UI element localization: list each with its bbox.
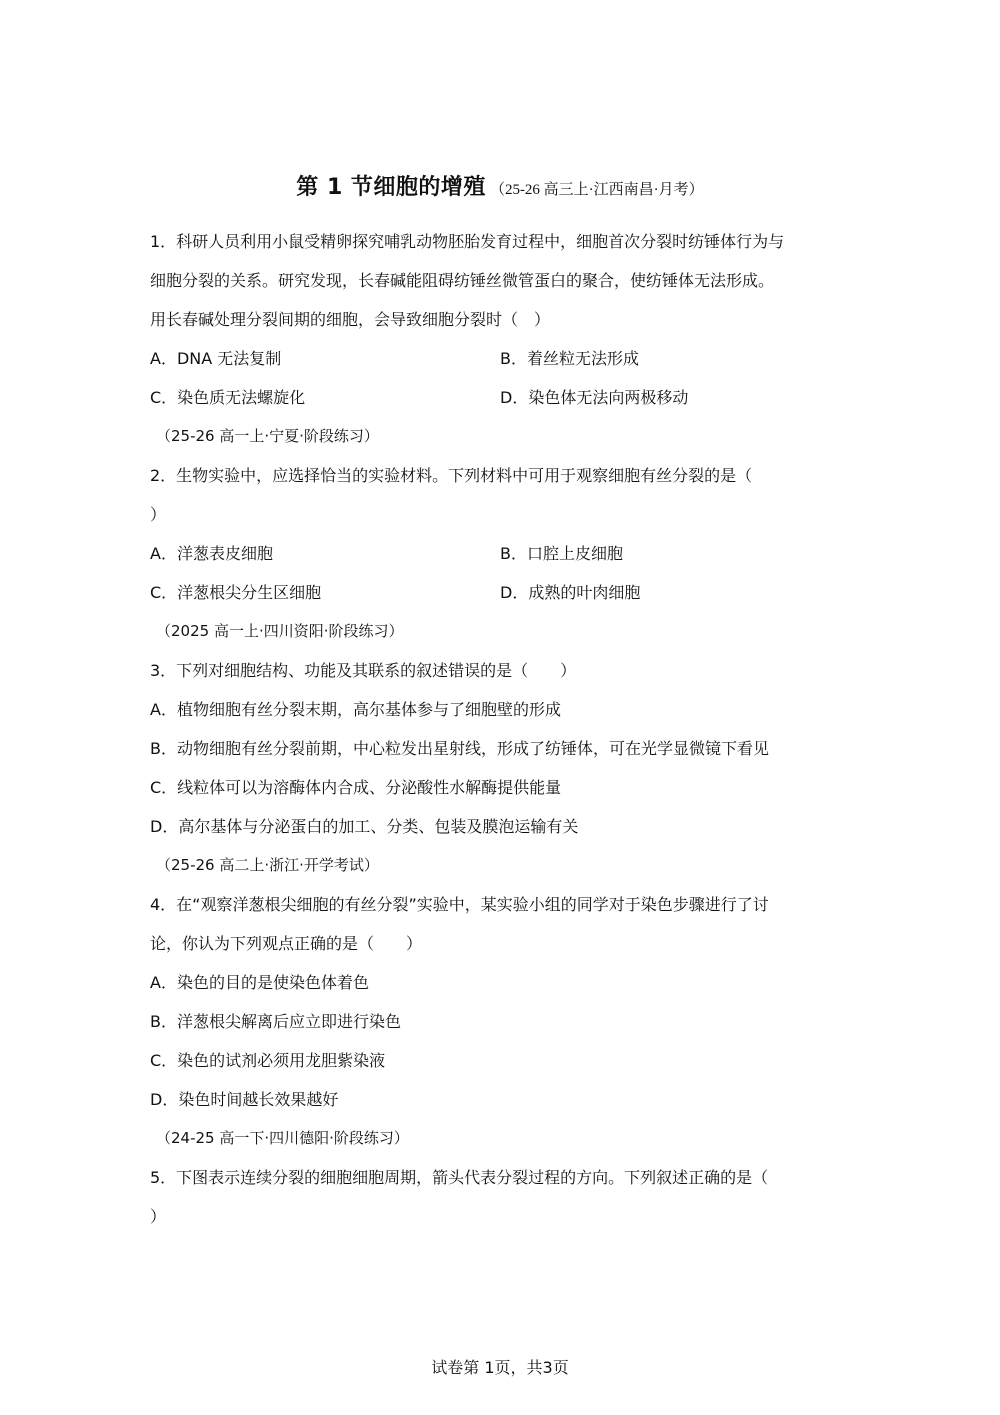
option-row [150, 378, 855, 417]
option-a: A．DNA 无法复制 [150, 349, 282, 368]
option-row [150, 339, 855, 378]
question-2 [150, 456, 855, 651]
question-stem-line: ） [150, 505, 167, 524]
option-d: D．高尔基体与分泌蛋白的加工、分类、包装及膜泡运输有关 [150, 817, 579, 836]
section-title: 第 1 节细胞的增殖 [296, 175, 486, 200]
page-title [0, 170, 1000, 201]
question-source: （25-26 高二上·浙江·开学考试） [156, 856, 379, 874]
option-d: D．染色时间越长效果越好 [150, 1090, 339, 1109]
question-stem-line: 用长春碱处理分裂间期的细胞，会导致细胞分裂时（ ） [150, 310, 551, 329]
question-3 [150, 651, 855, 885]
option-c: C．染色的试剂必须用龙胆紫染液 [150, 1051, 386, 1070]
title-source: （25-26 高三上·江西南昌·月考） [489, 182, 704, 198]
option-c: C．线粒体可以为溶酶体内合成、分泌酸性水解酶提供能量 [150, 778, 562, 797]
page-footer: 试卷第 1页，共3页 [431, 1358, 569, 1377]
option-b: B．动物细胞有丝分裂前期，中心粒发出星射线，形成了纺锤体，可在光学显微镜下看见 [150, 739, 769, 758]
option-b: B．着丝粒无法形成 [500, 349, 639, 368]
option-a: A．植物细胞有丝分裂末期，高尔基体参与了细胞壁的形成 [150, 700, 561, 719]
option-row [150, 534, 855, 573]
option-d: D．成熟的叶肉细胞 [500, 583, 641, 602]
question-stem-line: 论，你认为下列观点正确的是（ ） [150, 934, 423, 953]
option-row [150, 573, 855, 612]
question-stem-line: 3．下列对细胞结构、功能及其联系的叙述错误的是（ ） [150, 661, 577, 680]
question-stem-line: 1．科研人员利用小鼠受精卵探究哺乳动物胚胎发育过程中，细胞首次分裂时纺锤体行为与 [150, 232, 785, 251]
question-source: （2025 高一上·四川资阳·阶段练习） [156, 622, 404, 640]
option-b: B．口腔上皮细胞 [500, 544, 623, 563]
question-source: （25-26 高一上·宁夏·阶段练习） [156, 427, 379, 445]
question-5 [150, 1158, 855, 1236]
question-stem-line: 4．在“观察洋葱根尖细胞的有丝分裂”实验中，某实验小组的同学对于染色步骤进行了讨 [150, 895, 769, 914]
question-stem-line: ） [150, 1207, 167, 1226]
option-a: A．染色的目的是使染色体着色 [150, 973, 369, 992]
question-stem-line: 5．下图表示连续分裂的细胞细胞周期，箭头代表分裂过程的方向。下列叙述正确的是（ [150, 1168, 769, 1187]
option-d: D．染色体无法向两极移动 [500, 388, 689, 407]
option-a: A．洋葱表皮细胞 [150, 544, 273, 563]
question-4 [150, 885, 855, 1158]
option-c: C．染色质无法螺旋化 [150, 388, 306, 407]
option-b: B．洋葱根尖解离后应立即进行染色 [150, 1012, 401, 1031]
question-list [150, 222, 855, 1236]
option-c: C．洋葱根尖分生区细胞 [150, 583, 322, 602]
question-stem-line: 细胞分裂的关系。研究发现，长春碱能阻碍纺锤丝微管蛋白的聚合，使纺锤体无法形成。 [150, 271, 775, 290]
question-1 [150, 222, 855, 456]
question-stem-line: 2．生物实验中，应选择恰当的实验材料。下列材料中可用于观察细胞有丝分裂的是（ [150, 466, 753, 485]
question-source: （24-25 高一下·四川德阳·阶段练习） [156, 1129, 409, 1147]
